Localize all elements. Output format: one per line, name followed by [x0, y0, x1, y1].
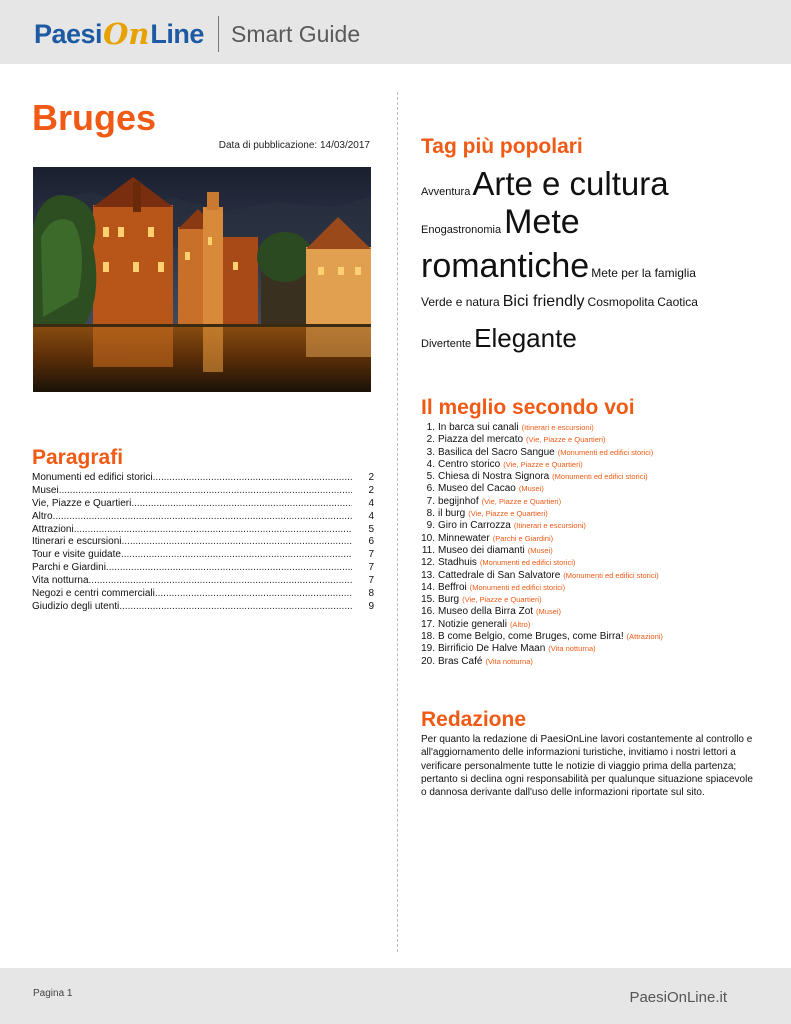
best-item-category: (Monumenti ed edifici storici) [479, 558, 576, 568]
table-of-contents [32, 472, 374, 614]
toc-dots [89, 575, 352, 588]
best-item-category: (Monumenti ed edifici storici) [563, 570, 659, 580]
best-item-number: 13. [421, 569, 435, 581]
toc-row[interactable] [32, 601, 374, 614]
tag-mete-per-la-famiglia[interactable]: Mete per la famiglia [591, 266, 696, 280]
best-list-item[interactable] [421, 643, 751, 655]
best-item-number: 19. [421, 643, 435, 655]
tag-divertente[interactable]: Divertente [421, 338, 472, 350]
meglio-heading: Il meglio secondo voi [421, 396, 635, 419]
toc-label: Itinerari e escursioni [32, 536, 122, 548]
best-item-category: (Vie, Piazze e Quartieri) [481, 496, 562, 506]
best-item-category: (Monumenti ed edifici storici) [469, 582, 566, 592]
best-item-name: Notizie generali [438, 618, 507, 630]
header-subtitle: Smart Guide [231, 21, 361, 47]
best-item-name: Chiesa di Nostra Signora [438, 471, 550, 483]
best-list-item[interactable] [421, 434, 751, 446]
best-item-category: (Itinerari e escursioni) [521, 423, 594, 432]
bruges-canal-photo [33, 167, 371, 392]
best-item-number: 7. [426, 495, 435, 507]
best-item-name: Piazza del mercato [438, 434, 524, 446]
toc-label: Giudizio degli utenti [32, 600, 120, 612]
best-list-item[interactable] [421, 508, 751, 520]
best-item-category: (Musei) [518, 484, 544, 494]
best-list-item[interactable] [421, 570, 751, 582]
best-list-item[interactable] [421, 557, 751, 569]
toc-dots [121, 549, 352, 562]
toc-row[interactable] [32, 498, 374, 511]
page-title: Bruges [32, 97, 157, 138]
best-list-item[interactable] [421, 483, 751, 495]
best-item-name: Basilica del Sacro Sangue [438, 446, 555, 458]
logo-text-line: Line [150, 19, 204, 49]
best-item-category: (Musei) [536, 607, 562, 617]
best-item-name: Centro storico [438, 458, 501, 470]
best-item-category: (Itinerari e escursioni) [513, 521, 586, 531]
publication-date: Data di pubblicazione: 14/03/2017 [218, 140, 370, 151]
best-item-name: Museo della Birra Zot [438, 606, 534, 618]
toc-dots [155, 588, 352, 601]
best-item-name: B come Belgio, come Bruges, come Birra! [438, 631, 624, 643]
toc-dots [74, 524, 352, 537]
best-list-item[interactable] [421, 582, 751, 594]
best-item-number: 3. [426, 446, 435, 458]
best-item-category: (Vie, Piazze e Quartieri) [462, 595, 542, 605]
best-item-category: (Parchi e Giardini) [492, 533, 554, 543]
best-list-item[interactable] [421, 471, 751, 483]
toc-row[interactable] [32, 511, 374, 524]
best-list-item[interactable] [421, 447, 751, 459]
toc-page-number: 2 [368, 484, 374, 496]
best-item-name: begijnhof [438, 495, 479, 507]
toc-label: Attrazioni [32, 523, 74, 535]
toc-row[interactable] [32, 485, 374, 498]
toc-page-number: 7 [368, 575, 374, 587]
best-list-item[interactable] [421, 422, 751, 434]
best-item-category: (Monumenti ed edifici storici) [557, 447, 654, 457]
redazione-heading: Redazione [421, 708, 527, 731]
best-item-number: 10. [421, 532, 435, 544]
toc-page-number: 9 [368, 600, 374, 612]
best-item-name: Cattedrale di San Salvatore [438, 569, 561, 581]
toc-page-number: 6 [368, 536, 374, 548]
best-list-item[interactable] [421, 594, 751, 606]
toc-dots [53, 511, 352, 524]
paesionline-logo[interactable] [34, 17, 204, 49]
logo-text-on: On [103, 17, 150, 51]
best-item-number: 9. [426, 520, 435, 532]
best-list-item[interactable] [421, 533, 751, 545]
toc-dots [59, 485, 352, 498]
best-item-number: 17. [421, 618, 435, 630]
tag-verde-e-natura[interactable]: Verde e natura [421, 295, 500, 309]
best-item-category: (Musei) [527, 545, 553, 555]
best-item-number: 4. [426, 458, 435, 470]
best-item-number: 1. [426, 422, 435, 433]
best-item-number: 18. [421, 631, 435, 643]
logo-separator [218, 16, 219, 52]
toc-dots [131, 498, 352, 511]
page-number: Pagina 1 [33, 988, 73, 999]
toc-row[interactable] [32, 536, 374, 549]
best-item-number: 14. [421, 581, 435, 593]
best-list-item[interactable] [421, 619, 751, 631]
best-item-category: (Vita notturna) [485, 656, 533, 666]
tag-heading: Tag più popolari [421, 135, 583, 158]
toc-dots [121, 536, 352, 549]
tag-arte-e-cultura[interactable]: Arte e cultura [472, 165, 669, 202]
toc-page-number: 2 [368, 472, 374, 483]
toc-label: Altro [32, 510, 53, 522]
tag-elegante[interactable]: Elegante [474, 323, 577, 353]
best-item-category: (Vie, Piazze e Quartieri) [468, 509, 548, 519]
best-item-category: (Vie, Piazze e Quartieri) [503, 459, 583, 469]
best-item-number: 20. [421, 655, 435, 667]
best-list-item[interactable] [421, 520, 751, 532]
tag-cloud [421, 165, 741, 357]
toc-row[interactable] [32, 575, 374, 588]
tag-mete[interactable]: Mete [504, 203, 580, 241]
best-item-name: Giro in Carrozza [438, 520, 511, 532]
best-item-number: 16. [421, 606, 435, 618]
best-item-name: Stadhuis [438, 557, 477, 569]
best-item-category: (Attrazioni) [626, 632, 663, 642]
toc-dots [106, 562, 352, 575]
best-item-number: 2. [426, 434, 435, 446]
best-list-item[interactable] [421, 545, 751, 557]
toc-dots [153, 472, 352, 485]
best-item-name: Bras Café [438, 655, 483, 667]
best-item-number: 15. [421, 594, 435, 606]
best-list-item[interactable] [421, 606, 751, 618]
best-list-item[interactable] [421, 459, 751, 471]
toc-row[interactable] [32, 549, 374, 562]
tag-cosmopolita[interactable]: Cosmopolita [587, 295, 655, 309]
toc-page-number: 7 [368, 549, 374, 561]
footer-site-link[interactable]: PaesiOnLine.it [629, 989, 727, 1006]
best-item-number: 6. [426, 483, 435, 495]
toc-row[interactable] [32, 524, 374, 537]
best-item-name: Beffroi [438, 581, 467, 593]
logo-text-paesi: Paesi [34, 19, 103, 49]
best-item-name: Museo del Cacao [438, 483, 516, 495]
toc-dots [119, 601, 352, 614]
best-list [421, 422, 751, 668]
tag-romantiche[interactable]: romantiche [421, 247, 590, 285]
toc-row[interactable] [32, 588, 374, 601]
best-item-name: il burg [438, 508, 466, 520]
toc-label: Vie, Piazze e Quartieri [32, 497, 132, 509]
best-item-category: (Monumenti ed edifici storici) [552, 472, 648, 482]
toc-label: Tour e visite guidate [32, 549, 121, 561]
best-item-number: 5. [426, 471, 435, 483]
toc-row[interactable] [32, 562, 374, 575]
best-item-category: (Altro) [509, 619, 531, 629]
column-divider [397, 92, 398, 952]
best-item-category: (Vie, Piazze e Quartieri) [526, 435, 606, 445]
toc-page-number: 4 [368, 510, 374, 522]
toc-page-number: 8 [368, 588, 374, 600]
best-item-number: 12. [421, 557, 435, 569]
best-item-category: (Vita notturna) [548, 644, 596, 654]
tag-enogastronomia[interactable]: Enogastronomia [421, 224, 502, 236]
toc-label: Vita notturna [32, 575, 89, 587]
best-list-item[interactable] [421, 656, 751, 668]
best-item-name: Burg [438, 594, 460, 606]
redazione-text: Per quanto la redazione di PaesiOnLine lavori costantemente al controllo e all'aggiornamento delle informazioni turistiche, invitiamo i nostri lettori a verificare personalmente tutte le notizie di viaggio prima della partenza; pertanto si declina ogni responsabilità per qualunque situazione spiacevole o dannosa derivante dall'uso delle informazioni riportate sul sito. [421, 734, 753, 799]
best-item-number: 8. [426, 508, 435, 520]
best-item-name: Museo dei diamanti [438, 544, 525, 556]
toc-label: Musei [32, 484, 59, 496]
best-item-name: Minnewater [438, 532, 490, 544]
toc-label: Parchi e Giardini [32, 562, 106, 574]
toc-page-number: 7 [368, 562, 374, 574]
toc-page-number: 5 [368, 523, 374, 535]
best-list-item[interactable] [421, 631, 751, 643]
toc-label: Monumenti ed edifici storici [32, 472, 153, 483]
best-item-name: Birrificio De Halve Maan [438, 643, 546, 655]
tag-avventura[interactable]: Avventura [421, 186, 471, 198]
toc-page-number: 4 [368, 497, 374, 509]
best-list-item[interactable] [421, 496, 751, 508]
toc-label: Negozi e centri commerciali [32, 588, 155, 600]
paragrafi-heading: Paragrafi [32, 446, 124, 469]
toc-row[interactable] [32, 472, 374, 485]
tag-caotica[interactable]: Caotica [657, 295, 698, 309]
best-item-name: In barca sui canali [438, 422, 519, 433]
tag-bici-friendly[interactable]: Bici friendly [502, 293, 585, 310]
best-item-number: 11. [421, 544, 435, 556]
